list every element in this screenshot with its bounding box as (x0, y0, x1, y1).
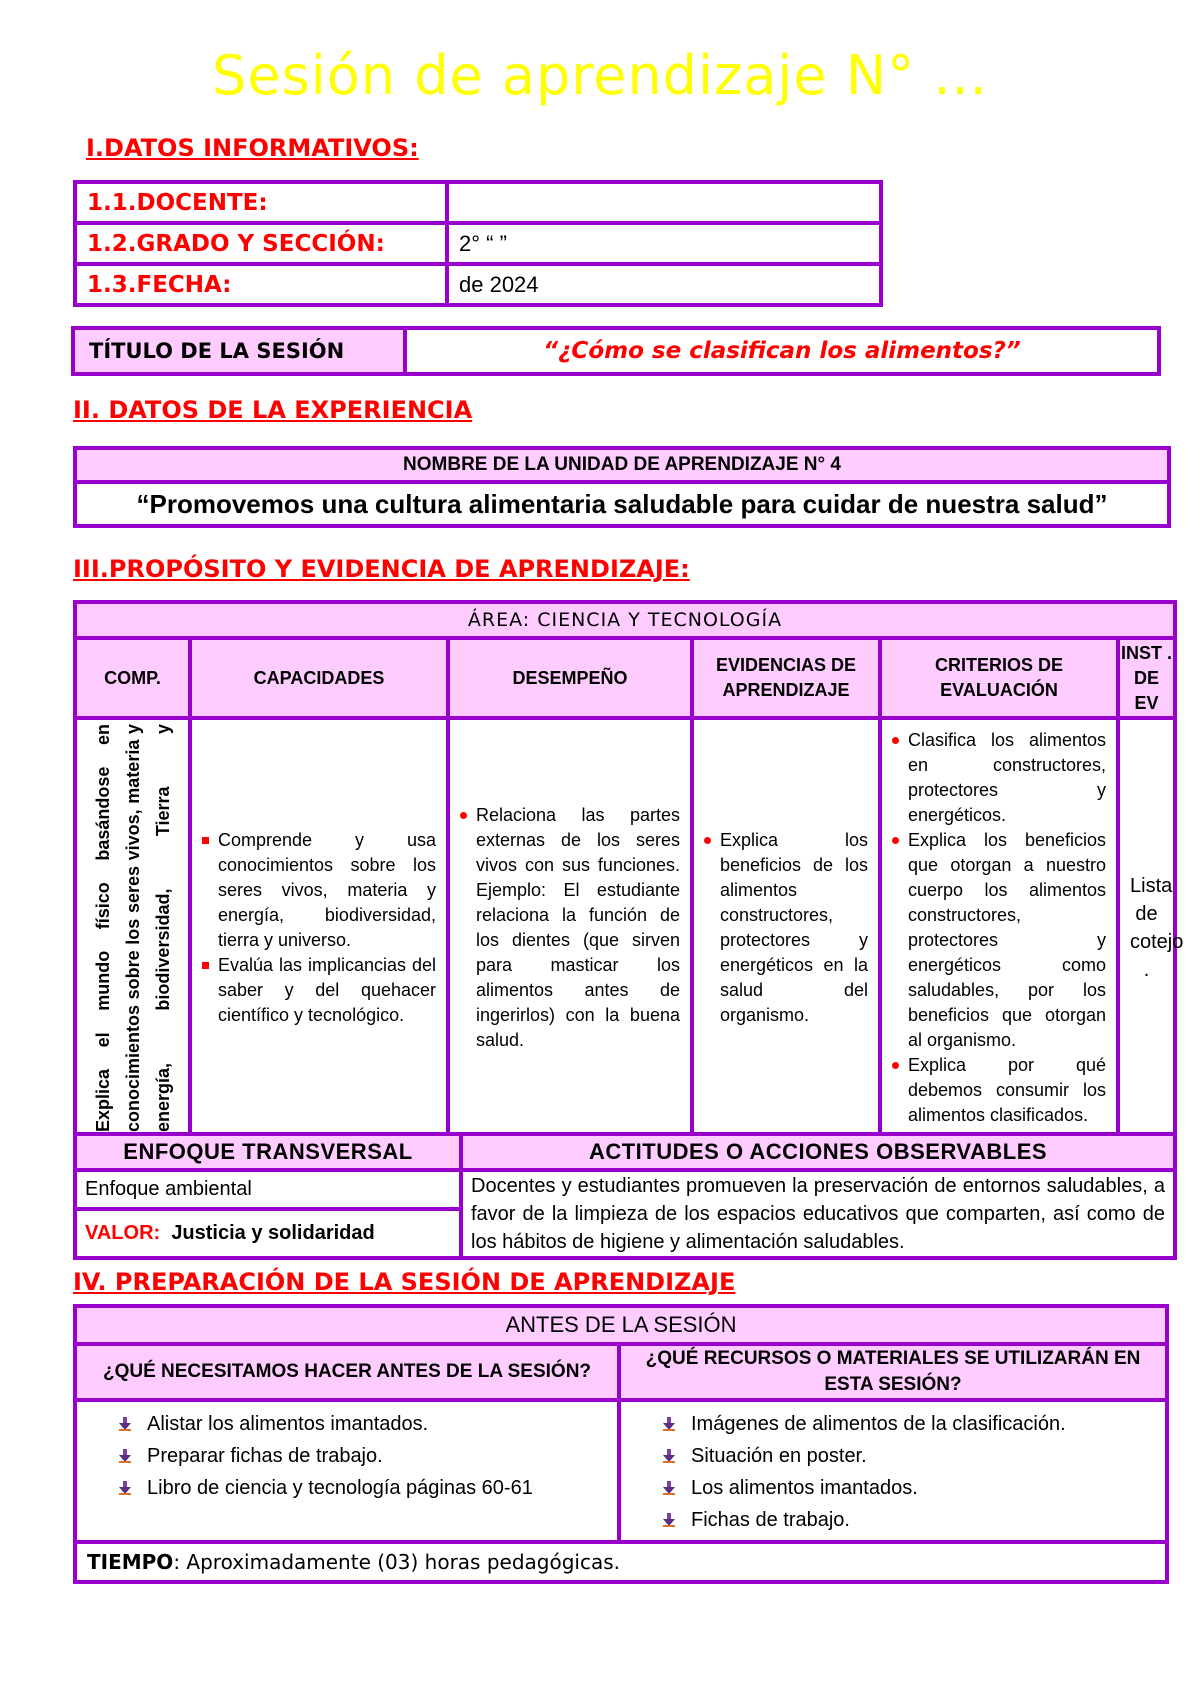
tiempo-value: : Aproximadamente (03) horas pedagógicas. (173, 1550, 620, 1574)
tiempo-label: TIEMPO (87, 1550, 174, 1574)
section-3-heading: III.PROPÓSITO Y EVIDENCIA DE APRENDIZAJE: (73, 555, 690, 583)
docente-value (447, 182, 881, 223)
tiempo-cell (75, 1542, 1167, 1582)
list-item: Fichas de trabajo. (661, 1504, 1155, 1536)
info-table (73, 180, 883, 307)
list-item: Alistar los alimentos imantados. (117, 1408, 607, 1440)
document-title: Sesión de aprendizaje N° ... (212, 44, 988, 107)
criterio-item: Explica por qué debemos consumir los alimentos clasificados. (892, 1053, 1106, 1128)
criterios-cell (880, 718, 1118, 1138)
desempeno-text: Relaciona las partes externas de los seres vivos con sus funciones. Ejemplo: El estudiante relaciona la función de los dientes (que sirven para masticar los alimentos antes de ingerirlos) con la buena salud. (460, 803, 680, 1053)
header-capacidades: CAPACIDADES (190, 638, 448, 718)
actitudes-header: ACTITUDES O ACCIONES OBSERVABLES (461, 1134, 1175, 1170)
grado-value: 2° “ ” (447, 223, 881, 264)
valor-label: VALOR: (85, 1222, 161, 1245)
prep-left-list (75, 1400, 619, 1542)
antes-header: ANTES DE LA SESIÓN (75, 1306, 1167, 1344)
header-criterios: CRITERIOS DE EVALUACIÓN (880, 638, 1118, 718)
arrow-down-icon (119, 1449, 131, 1463)
list-item: Los alimentos imantados. (661, 1472, 1155, 1504)
session-title-table (71, 326, 1161, 376)
arrow-down-icon (119, 1481, 131, 1495)
session-title-label: TÍTULO DE LA SESIÓN (73, 328, 405, 374)
list-item: Imágenes de alimentos de la clasificación. (661, 1408, 1155, 1440)
docente-label: 1.1.DOCENTE: (75, 182, 447, 223)
arrow-down-icon (663, 1417, 675, 1431)
unit-table (73, 446, 1171, 528)
list-item: Libro de ciencia y tecnología páginas 60-61 (117, 1472, 607, 1504)
list-item: Situación en poster. (661, 1440, 1155, 1472)
enfoque-name: Enfoque ambiental (75, 1170, 461, 1209)
header-comp: COMP. (75, 638, 190, 718)
section-4-heading: IV. PREPARACIÓN DE LA SESIÓN DE APRENDIZAJE (73, 1268, 736, 1296)
competencia-text: Explica el mundo físico basándose en conocimientos sobre los seres vivos, materia y energía, biodiversidad, Tierra y (92, 724, 173, 1132)
preparation-table (73, 1304, 1169, 1584)
arrow-down-icon (663, 1513, 675, 1527)
info-row-grado (75, 223, 881, 264)
header-inst: INST . DE EV (1118, 638, 1175, 718)
valor-text: Justicia y solidaridad (171, 1222, 375, 1245)
arrow-down-icon (663, 1449, 675, 1463)
info-row-fecha (75, 264, 881, 305)
arrow-down-icon (663, 1481, 675, 1495)
instrumento-cell: Lista de cotejo . (1118, 718, 1175, 1138)
fecha-value: de 2024 (447, 264, 881, 305)
valor-cell (75, 1209, 461, 1258)
criterio-item: Clasifica los alimentos en constructores, protectores y energéticos. (892, 728, 1106, 828)
area-header: ÁREA: CIENCIA Y TECNOLOGÍA (75, 602, 1175, 638)
purpose-table (73, 600, 1184, 1140)
enfoque-header: ENFOQUE TRANSVERSAL (75, 1134, 461, 1170)
capacidades-cell (190, 718, 448, 1138)
capacidad-item: Evalúa las implicancias del saber y del quehacer científico y tecnológico. (202, 953, 436, 1028)
actitudes-text: Docentes y estudiantes promueven la preservación de entornos saludables, a favor de la limpieza de los espacios educativos que comparten, así como de los hábitos de higiene y alimentación saludables. (461, 1170, 1175, 1258)
prep-right-header: ¿QUÉ RECURSOS O MATERIALES SE UTILIZARÁN EN ESTA SESIÓN? (619, 1344, 1167, 1400)
unit-header: NOMBRE DE LA UNIDAD DE APRENDIZAJE N° 4 (75, 448, 1169, 482)
list-item: Preparar fichas de trabajo. (117, 1440, 607, 1472)
prep-right-list (619, 1400, 1167, 1542)
capacidad-item: Comprende y usa conocimientos sobre los seres vivos, materia y energía, biodiversidad, tierra y universo. (202, 828, 436, 953)
section-2-heading: II. DATOS DE LA EXPERIENCIA (73, 396, 473, 424)
arrow-down-icon (119, 1417, 131, 1431)
evidencia-text: Explica los beneficios de los alimentos constructores, protectores y energéticos en la salud del organismo. (704, 828, 868, 1028)
grado-label: 1.2.GRADO Y SECCIÓN: (75, 223, 447, 264)
header-desempeno: DESEMPEÑO (448, 638, 692, 718)
enfoque-table (73, 1132, 1177, 1260)
evidencia-cell (692, 718, 880, 1138)
desempeno-cell (448, 718, 692, 1138)
section-1-heading: I.DATOS INFORMATIVOS: (86, 134, 419, 162)
info-row-docente (75, 182, 881, 223)
criterio-item: Explica los beneficios que otorgan a nuestro cuerpo los alimentos constructores, protectores y energéticos como saludables, por los beneficios que otorgan al organismo. (892, 828, 1106, 1053)
competencia-cell (75, 718, 190, 1138)
unit-name: “Promovemos una cultura alimentaria saludable para cuidar de nuestra salud” (75, 482, 1169, 526)
fecha-label: 1.3.FECHA: (75, 264, 447, 305)
session-title-value: “¿Cómo se clasifican los alimentos?” (405, 328, 1159, 374)
prep-left-header: ¿QUÉ NECESITAMOS HACER ANTES DE LA SESIÓN? (75, 1344, 619, 1400)
header-evidencias: EVIDENCIAS DE APRENDIZAJE (692, 638, 880, 718)
